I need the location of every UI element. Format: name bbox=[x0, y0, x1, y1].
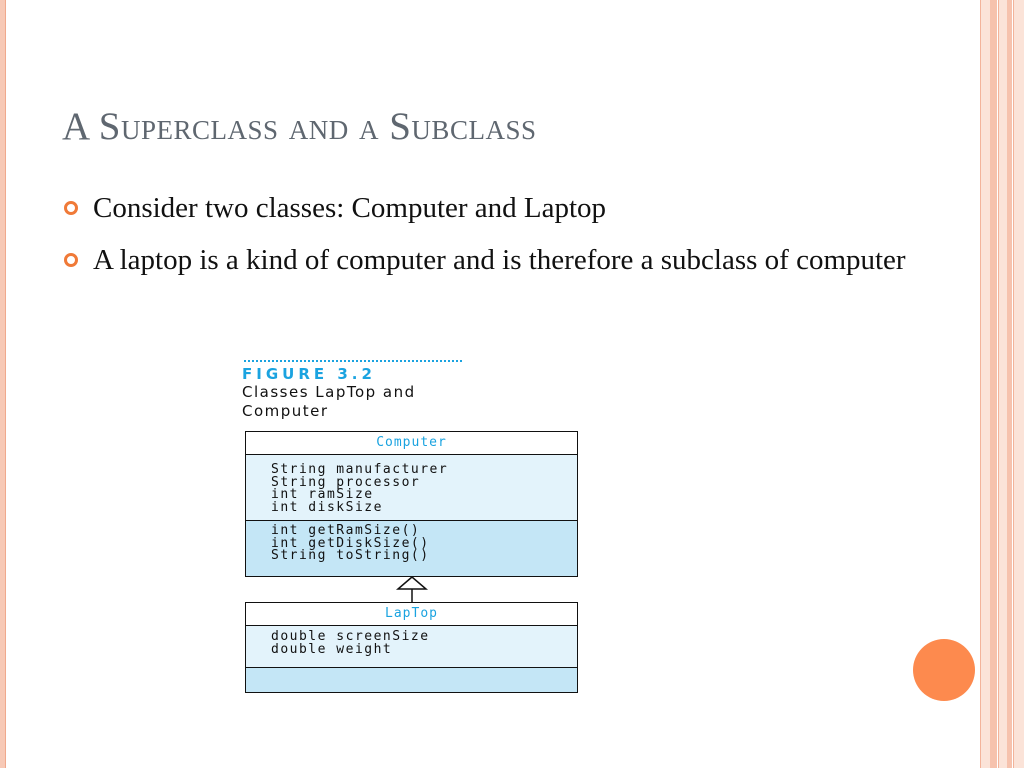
figure-caption-line: Classes LapTop and bbox=[242, 383, 416, 401]
uml-operations bbox=[246, 668, 577, 692]
uml-attributes bbox=[246, 626, 577, 668]
uml-attribute: int ramSize bbox=[271, 487, 374, 503]
uml-attribute: String manufacturer bbox=[271, 462, 449, 477]
bullet-list bbox=[62, 188, 962, 292]
bullet-ring-icon bbox=[64, 201, 78, 215]
uml-class-laptop bbox=[245, 602, 578, 693]
uml-class-name: Computer bbox=[246, 432, 577, 455]
uml-operation: int getRamSize() bbox=[271, 523, 421, 538]
uml-operation: int getDiskSize() bbox=[271, 535, 430, 551]
figure-dotted-rule bbox=[244, 360, 462, 362]
uml-figure bbox=[242, 360, 582, 657]
bullet-ring-icon bbox=[64, 253, 78, 267]
figure-caption-line: Computer bbox=[242, 402, 329, 420]
inheritance-arrow-icon bbox=[394, 576, 430, 603]
uml-attribute: double weight bbox=[271, 641, 393, 657]
bullet-text: A laptop is a kind of computer and is therefore a subclass of computer bbox=[93, 244, 906, 276]
slide-border-left bbox=[0, 0, 6, 768]
decorative-circle bbox=[913, 639, 975, 701]
slide-border-right-stripe bbox=[998, 0, 1007, 768]
uml-operation: String toString() bbox=[271, 548, 430, 564]
slide-border-right-stripe bbox=[990, 0, 997, 768]
slide-border-right-stripe bbox=[1013, 0, 1024, 768]
uml-attributes bbox=[246, 455, 577, 521]
bullet-item bbox=[62, 240, 962, 280]
uml-attribute: double screenSize bbox=[271, 629, 430, 644]
slide-border-right-stripe bbox=[980, 0, 990, 768]
slide-title: A Superclass and a Subclass bbox=[62, 105, 537, 148]
bullet-item bbox=[62, 188, 962, 228]
uml-attribute: String processor bbox=[271, 474, 421, 490]
slide-border-right-stripe bbox=[1007, 0, 1012, 768]
figure-label: FIGURE 3.2 bbox=[242, 365, 376, 383]
uml-operations bbox=[246, 521, 577, 576]
uml-attribute: int diskSize bbox=[271, 499, 383, 515]
uml-class-computer bbox=[245, 431, 578, 577]
uml-class-name: LapTop bbox=[246, 603, 577, 626]
bullet-text: Consider two classes: Computer and Laptop bbox=[93, 192, 607, 224]
